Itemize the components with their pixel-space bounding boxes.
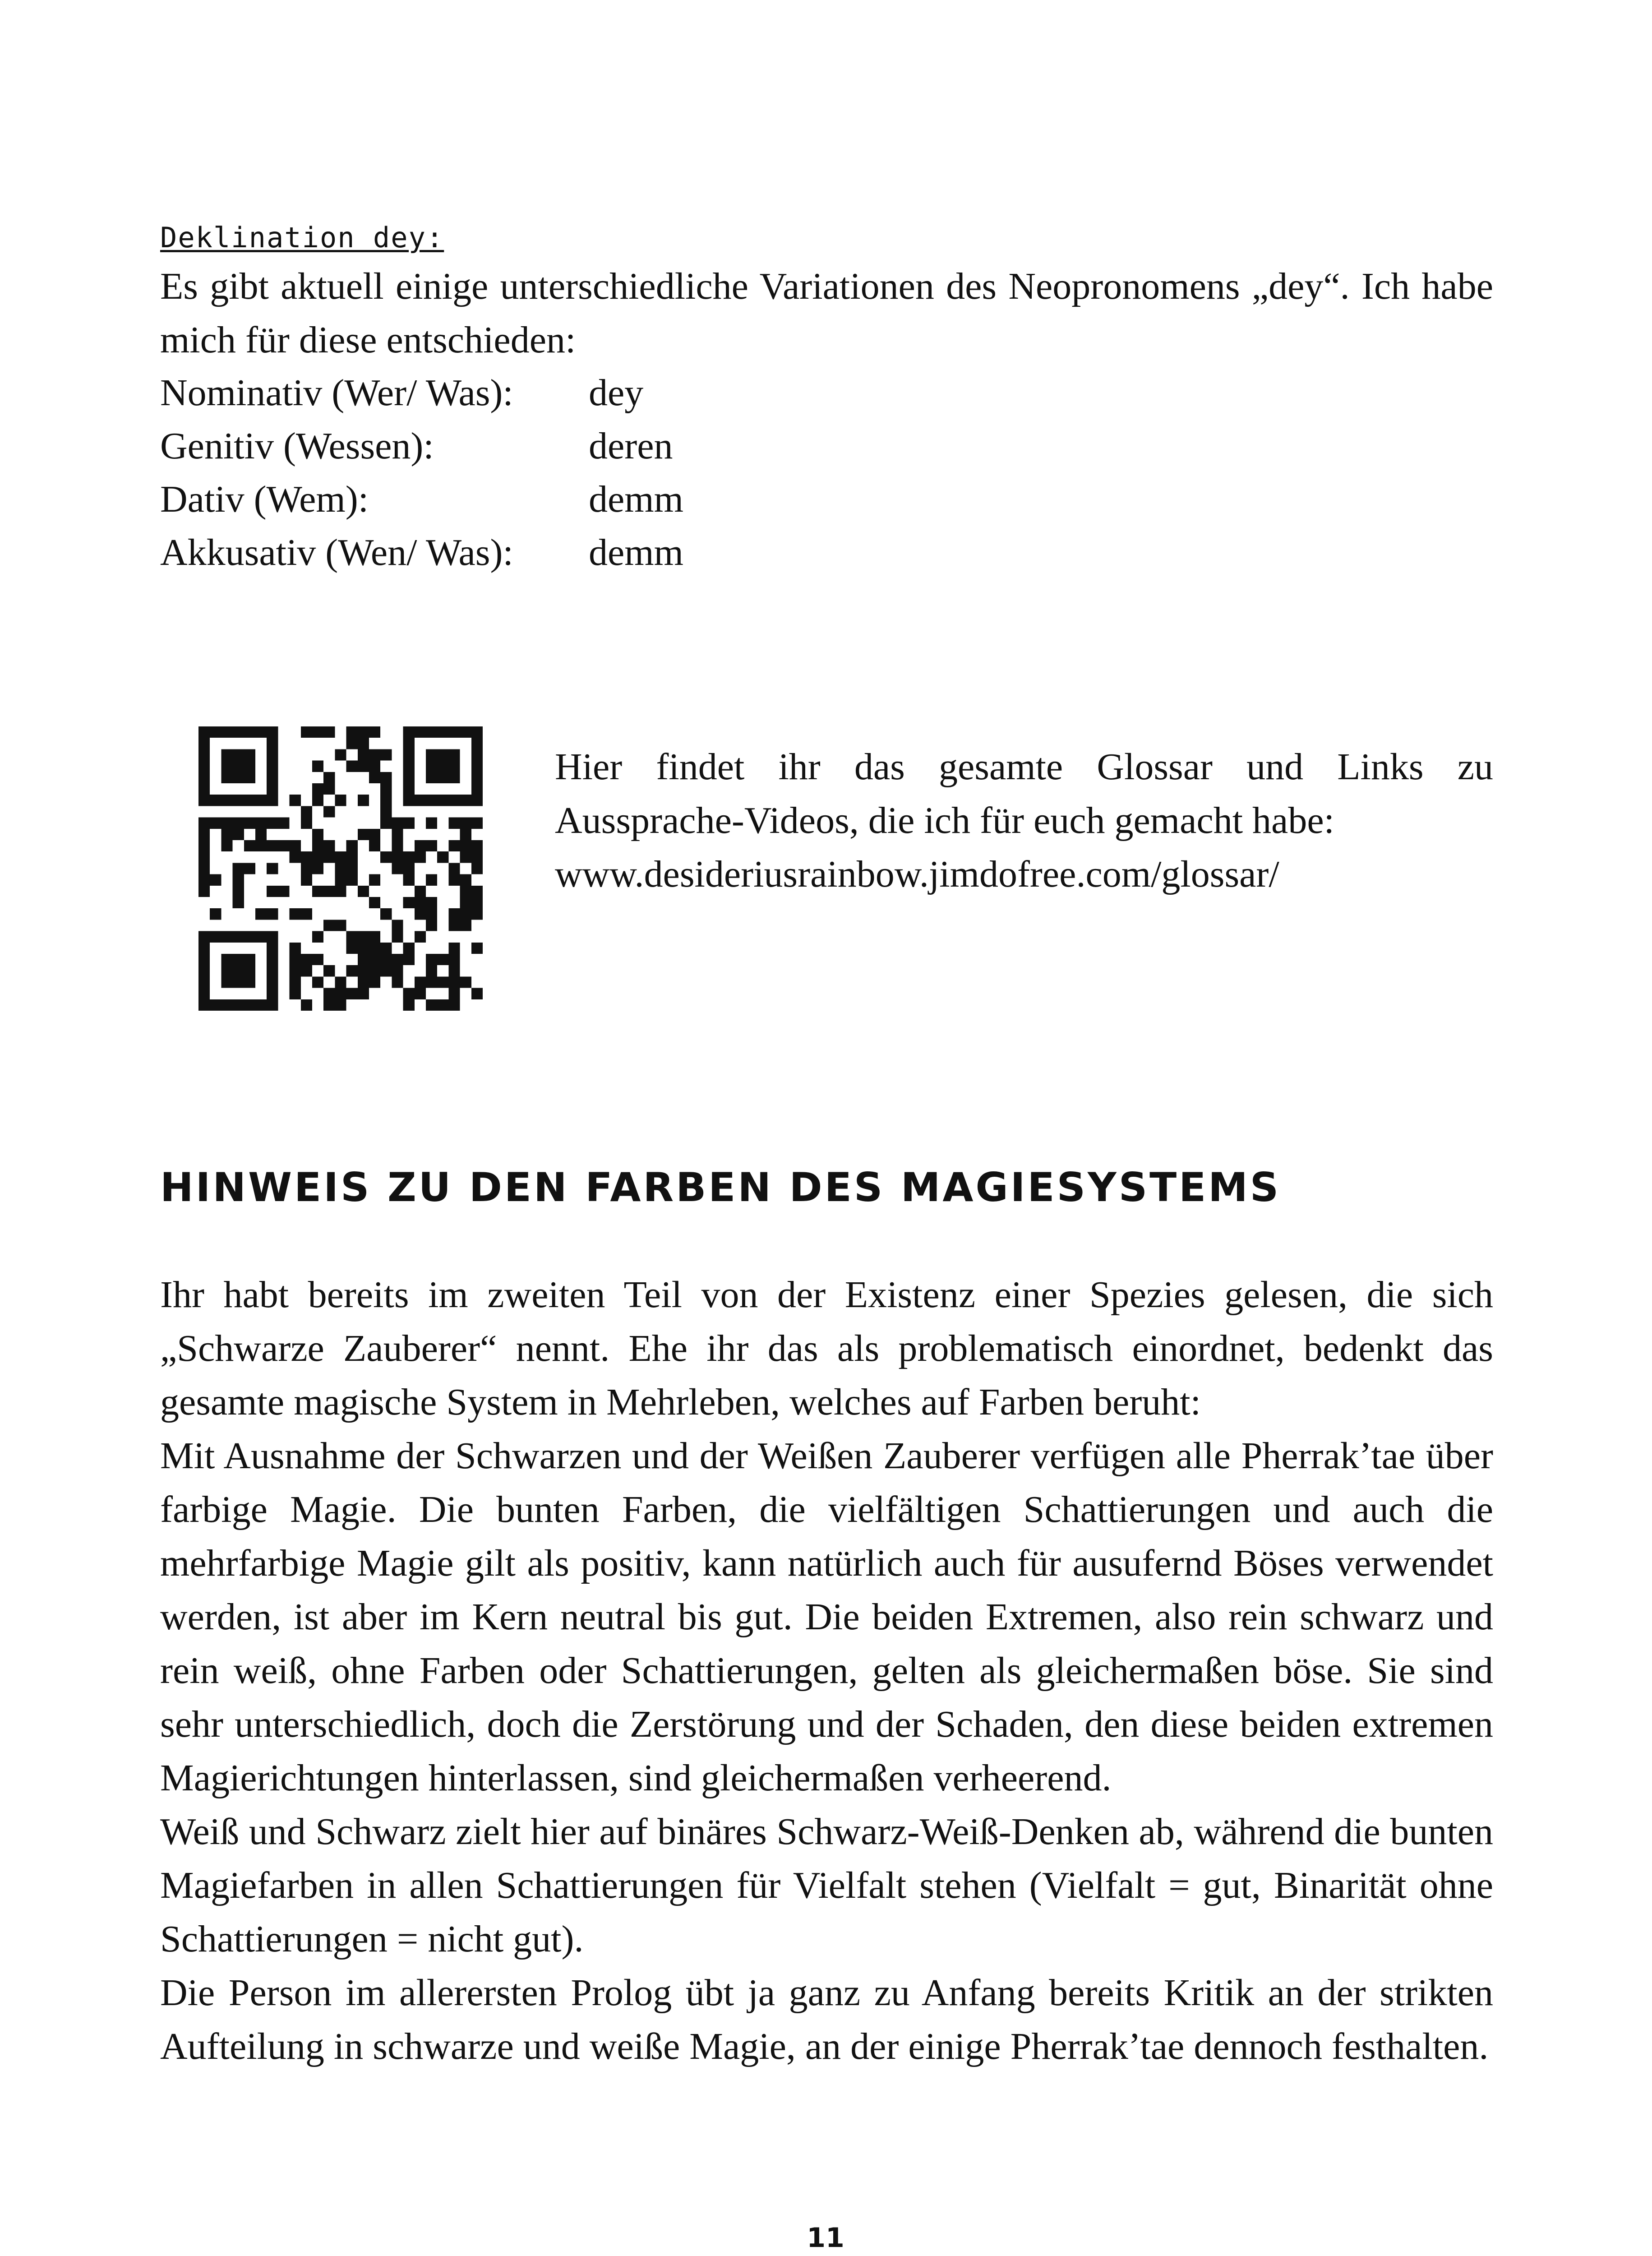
- paragraph: Weiß und Schwarz zielt hier auf binäres Schwarz-Weiß-Denken ab, während die bunten Magiefarben in allen Schattierungen für Vielfalt stehen (Vielfalt = gut, Binarität ohne Schattierungen = nicht gut).: [160, 1811, 1493, 1960]
- glossary-text: [555, 740, 1493, 901]
- declination-table: [160, 366, 683, 579]
- declination-case: Dativ (Wem):: [160, 478, 369, 520]
- glossary-link[interactable]: www.desideriusrainbow.jimdofree.com/glossar/: [555, 853, 1279, 895]
- declination-intro: Es gibt aktuell einige unterschiedliche Variationen des Neopronomens „dey“. Ich habe mich für diese entschieden:: [160, 265, 1493, 361]
- declination-row-nominativ: [160, 366, 683, 420]
- declination-form: demm: [589, 532, 683, 573]
- paragraph: Mit Ausnahme der Schwarzen und der Weißen Zauberer verfügen alle Pherrak’tae über farbige Magie. Die bunten Farben, die vielfältigen Schattierungen und auch die mehrfarbige Magie gilt als positiv, kann natürlich auch für ausufernd Böses verwendet werden, ist aber im Kern neutral bis gut. Die beiden Extremen, also rein schwarz und rein weiß, ohne Farben oder Schattierungen, gelten als gleichermaßen böse. Sie sind sehr unterschiedlich, doch die Zerstörung und der Schaden, den diese beiden extremen Magierichtungen hinterlassen, sind gleichermaßen verheerend.: [160, 1435, 1493, 1799]
- paragraph: Ihr habt bereits im zweiten Teil von der Existenz einer Spezies gelesen, die sich „Schwarze Zauberer“ nennt. Ehe ihr das als problematisch einordnet, bedenkt das gesamte magische System in Mehrleben, welches auf Farben beruht:: [160, 1274, 1493, 1423]
- declination-row-dativ: [160, 473, 683, 526]
- declination-case: Genitiv (Wessen):: [160, 425, 434, 467]
- declination-title: Deklination dey:: [160, 221, 444, 254]
- glossary-line: Aussprache-Videos, die ich für euch gemacht habe:: [555, 800, 1334, 841]
- glossary-line: Hier findet ihr das gesamte Glossar und Links zu: [555, 746, 1493, 788]
- declination-form: demm: [589, 478, 683, 520]
- declination-row-akkusativ: [160, 526, 683, 579]
- declination-case: Nominativ (Wer/ Was):: [160, 372, 513, 414]
- qr-code-icon[interactable]: [198, 726, 483, 1011]
- section-body: [160, 1268, 1493, 2073]
- paragraph: Die Person im allerersten Prolog übt ja ganz zu Anfang bereits Kritik an der strikten Aufteilung in schwarze und weiße Magie, an der einige Pherrak’tae dennoch festhalten.: [160, 1972, 1493, 2067]
- declination-row-genitiv: [160, 420, 683, 473]
- declination-form: dey: [589, 372, 644, 414]
- declination-case: Akkusativ (Wen/ Was):: [160, 532, 513, 573]
- declination-form: deren: [589, 425, 673, 467]
- page-number: 11: [807, 2222, 844, 2254]
- section-heading: HINWEIS ZU DEN FARBEN DES MAGIESYSTEMS: [160, 1164, 1281, 1211]
